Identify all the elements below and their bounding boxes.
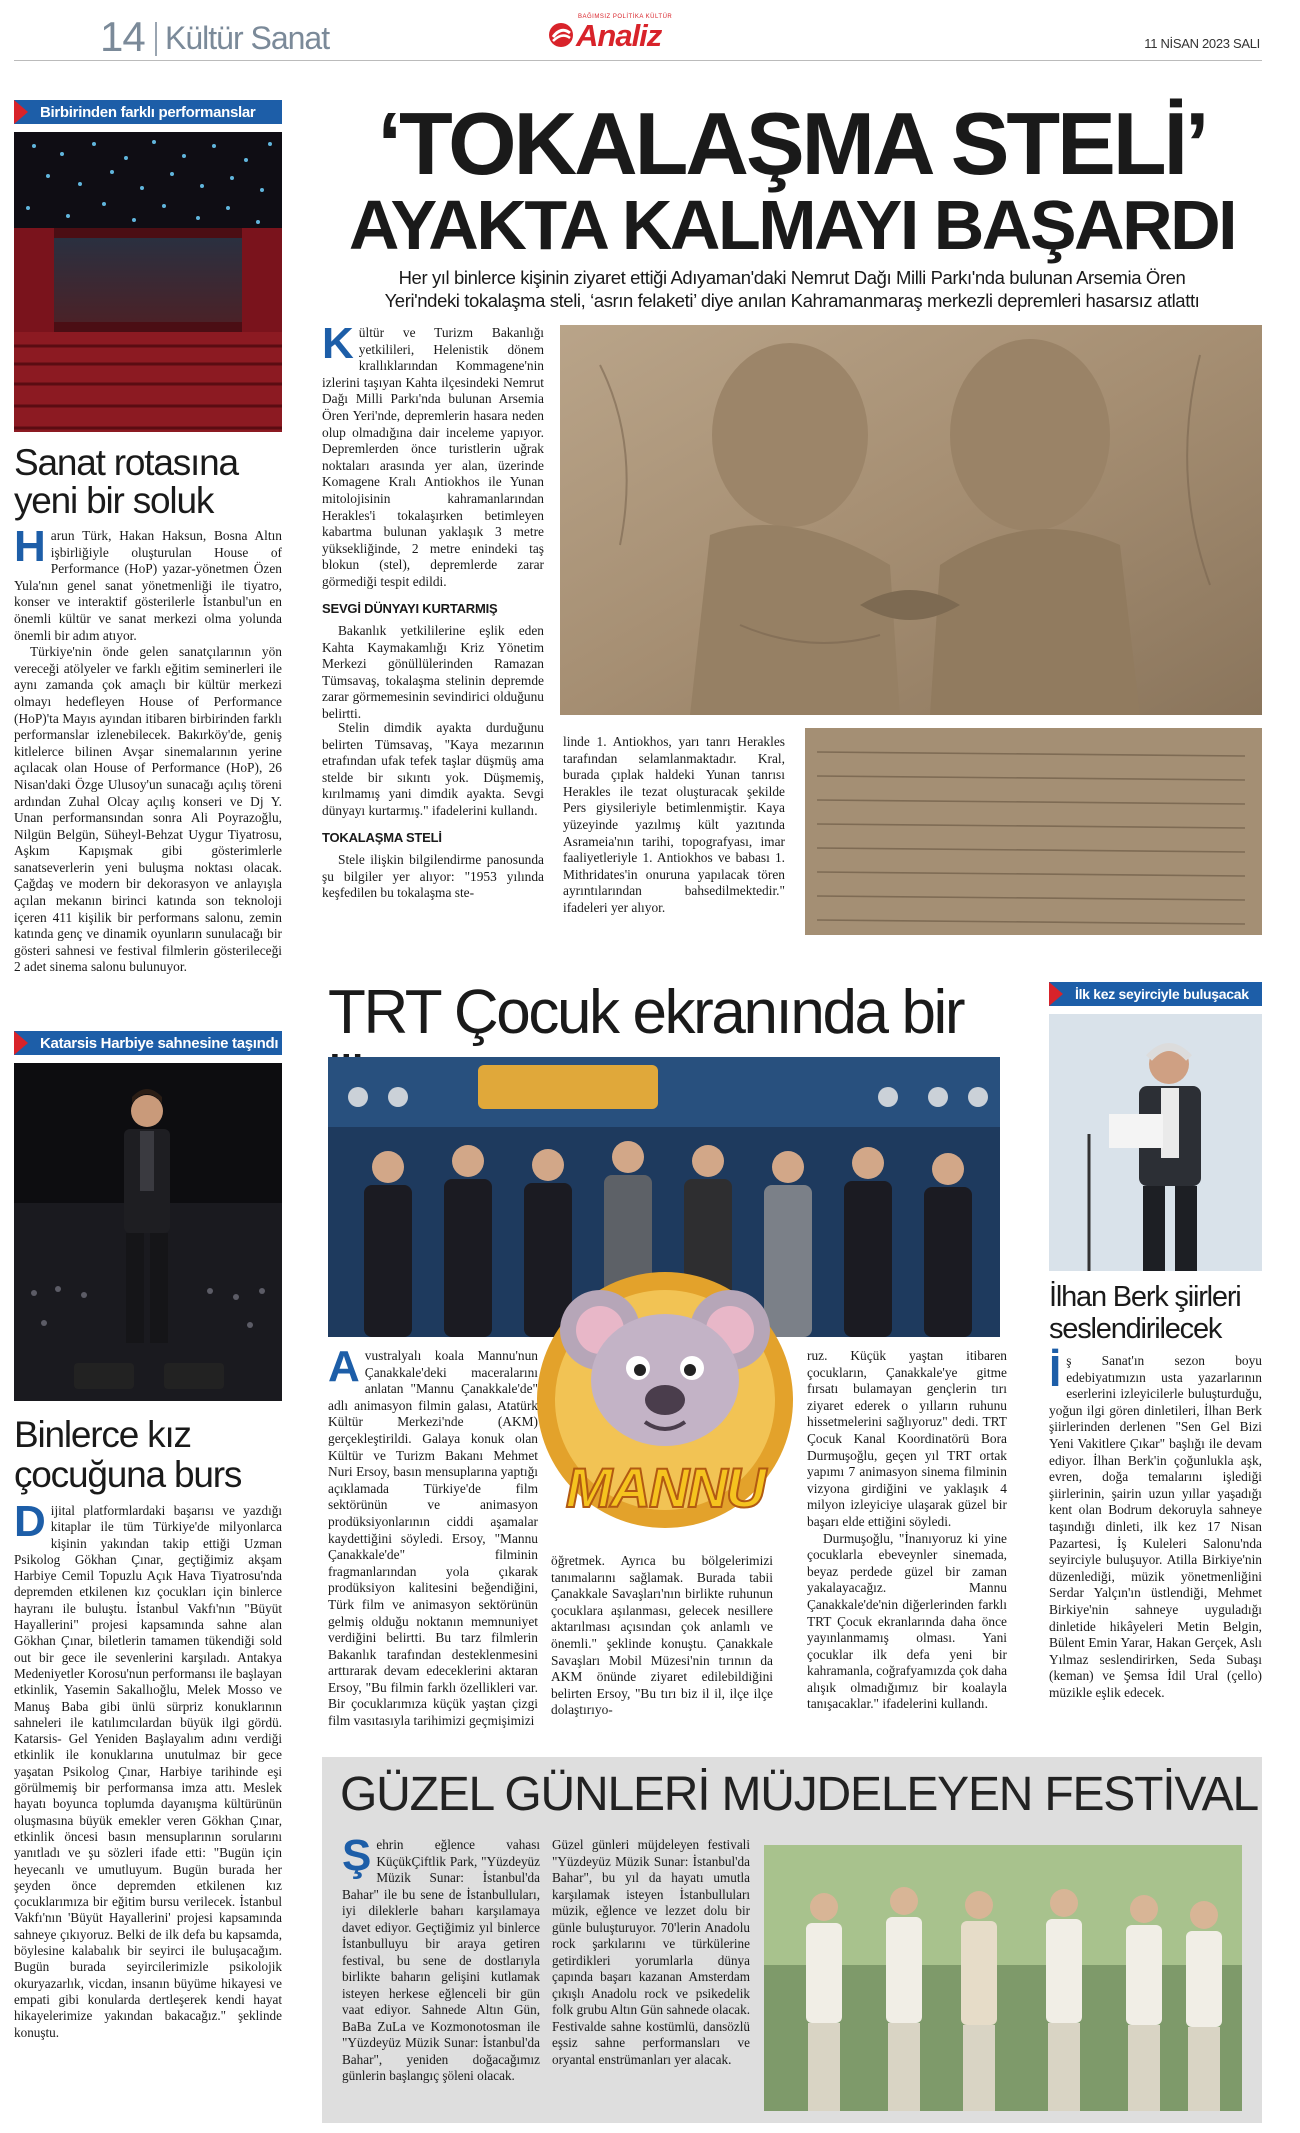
logo-tagline: BAĞIMSIZ POLİTİKA KÜLTÜR <box>578 14 673 20</box>
left-story-top <box>14 100 282 976</box>
ilhan-story <box>1049 982 1262 1701</box>
lead-col-3 <box>563 734 785 917</box>
lead-headline-2: AYAKTA KALMAYI BAŞARDI <box>348 186 1236 264</box>
left-bottom-body <box>14 1497 282 2041</box>
festival-col-2 <box>552 1837 750 2068</box>
band-illustration <box>764 1845 1242 2111</box>
page-header <box>0 0 1300 62</box>
kicker-katarsis <box>14 1031 282 1055</box>
stele-relief-illustration <box>560 325 1262 715</box>
headline-line-1: Sanat rotasına <box>14 442 238 483</box>
paragraph: linde 1. Antiokhos, yarı tanrı Herakles tarafından selamlanmaktadır. Kral, burada çıplak haldeki Yunan tanrısı Herakles ile tezat oluşturacak şekilde Pers giysileriyle betimlenmiştir. Kaya yüzeyinde yazılmış kült yazıtında Asrameia'nın tarihi, topografyası, imar faaliyetleriyle 1. Antiokhos ve babası 1. Mithridates'in onuruna yapılacak tören ayrıntılarından bahsedilmektedir." ifadeleri yer alıyor. <box>563 734 785 915</box>
dropcap: H <box>14 522 46 571</box>
theater-hall-illustration <box>14 132 282 432</box>
paragraph: ş Sanat'ın sezon boyu edebiyatımızın usta yazarlarının eserlerini izleyicilerle buluşturduğu, yoğun ilgi gören dinletileri, İlhan Berk şiirlerinden derlenen "Sen Gel Bizi Yeni Vakitlere Çıkar" başlığı ile devam ediyor. İlhan Berk'in çoğunlukla aşk, evren, doğa temalarını işlediği şiirlerinin, şairin uzun yıllar yaşadığı kent olan Bodrum dekoruyla sahneye taşındığı dinleti, ilk kez 17 Nisan Pazartesi, İş Kuleleri Salonu'nda seyirciyle buluşuyor. Atilla Birkiye'nin düzenlediği, müzik yönetmenliğini Serdar Yalçın'ın üstlendiği, Mehmet Birkiye'nin sahneye uyguladığı dinletide hikâyeleri Metin Belgin, Bülent Emin Yarar, Hakan Gerçek, Aslı Yılmaz seslendirirken, Seda Subaşı (keman) ve Şemsa İdil Ural (çello) müzikle eşlik edecek. <box>1049 1353 1262 1700</box>
paragraph: ruz. Küçük yaştan itibaren çocukların, Çanakkale'ye gitme fırsatı bulamayan gençlerin tırı ziyaret ederek o yılların ruhunu hissetmelerini sağlıyoruz" dedi. TRT Çocuk Kanal Koordinatörü Bora Durmuşoğlu, geçen yıl TRT ortak yapımı 7 animasyon sinema filminin vizyona girdiğini ve yaklaşık 4 milyon izleyiciye ulaşarak güzel bir başarı elde ettiğini söyledi. <box>807 1348 1007 1529</box>
band-members-photo <box>764 1845 1242 2111</box>
lead-headline-1: ‘TOKALAŞMA STELİ’ <box>377 94 1207 193</box>
lead-deck <box>322 266 1262 312</box>
kicker-text: Katarsis Harbiye sahnesine taşındı <box>40 1034 279 1052</box>
header-divider-left <box>155 22 157 56</box>
dropcap: İ <box>1049 1347 1062 1396</box>
kicker-performances <box>14 100 282 124</box>
kicker-text: İlk kez seyirciyle buluşacak <box>1075 986 1249 1002</box>
paragraph: Türkiye'nin önde gelen sanatçılarının yön vereceği atölyeler ve farklı eğitim seminerleri ile aynı zamanda çok amaçlı bir kültür merkezi olmayı hedefleyen House of Performance (HoP)'ta Mayıs ayından itibaren birbirinden farklı performanslar izlenebilecek. Bakırköy'de, geniş kitlelerce bilinen Avşar sinemalarının yerine açılacak olan House of Performance (HoP), 26 Nisan'daki Özge Ulusoy'un sunacağı açılış töreni ardından Zuhal Olcay açılış konseri ve Dj Y. Unan performansından sonra Ali Poyrazoğlu, Nilgün Belgün, Süheyl-Behzat Uygur Tiyatrosu, Aşkım Kapışmak gibi gösterimlerle sanatseverlerin yeni buluşma noktası olacak. Çağdaş ve modern bir dekorasyon ve anlayışla açılan mekanın birinci katında son teknoloji içeren 411 kişilik bir performans salonu, zemin katında genç ve dinamik oyunların sunulacağı bir gösteri sahnesi ve festival filmlerin gösterileceği 2 adet sinema salonu bulunuyor. <box>14 644 282 975</box>
headline-line-2: çocuğuna burs <box>14 1454 242 1495</box>
paragraph: Güzel günleri müjdeleyen festivali "Yüzdeyüz Müzik Sunar: İstanbul'da Bahar", bu yıl da hayatı umutla karşılamak isteyen İstanbulluları müzik, eğlence ve lezzet dolu bir günle buluşturuyor. 70'lerin Anadolu rock şarkılarını ve türkülerine getirdikleri yorumlarla dünya çapında başarı kazanan Amsterdam çıkışlı Anadolu rock ve psikedelik folk grubu Altın Gün sahnede olacak. Festivalde sahne kostümlü, dansözlü eşsiz sahne performansları ve oryantal enstrümanları yer alacak. <box>552 1837 750 2067</box>
mannu-title: MANNU <box>565 1456 765 1519</box>
dropcap: A <box>328 1342 360 1391</box>
poet-reading-photo <box>1049 1014 1262 1271</box>
left-bottom-headline <box>14 1415 282 1495</box>
trt-col-1 <box>328 1342 538 1730</box>
paragraph: ijital platformlardaki başarısı ve yazdığı kitaplar ile tüm Türkiye'de milyonlarca kişinin yakından takip ettiği Uzman Psikolog Gökhan Çınar, geçtiğimiz akşam Harbiye Cemil Topuzlu Açık Hava Tiyatrosu'nda depremden etkilenen kız çocukları için binlerce hayranı ile buluştu. İstanbul Vakfı'nın "Büyüt Hayallerini" projesi kapsamında sahne alan Gökhan Çınar, biletlerin tamamen tükendiği sold out bir gece ile sevenlerini karşıladı. Antakya Medeniyetler Korosu'nun performansı ile başlayan etkinlik, Yasemin Sakallıoğlu, Melek Mosso ve Manuş Baba gibi ünlü sürpriz konuklarının sahneleri ile katılımcılardan büyük ilgi gördü. Katarsis- Gel Yeniden Başlayalım adını verdiği etkinlik ile konuklarına unutulmaz bir gece yaşatan Psikolog Çınar, Harbiye tarihinde eşi görülmemiş bir performansa imza attı. Meslek hayatı boyunca toplumda dayanışma kültürünün oluşmasına büyük emekler veren Gökhan Çınar, etkinlik öncesi basın mensuplarının sorularını yanıtladı ve şu sözleri ifade etti: "Bugün için heyecanlı ve umutluyum. Bugün burada her şeyden önce depremden etkilenen kız çocuklarımıza bir eğitim bursu verilecek. İstanbul Vakfı'nın 'Büyüt Hayallerini' projesi kapsamında sahneye çıkıyoruz. Belki de ilk defa bu kapsamda, böylesine kalabalık bir seyirci ile buluşacağım. Bugün burada seyircilerimizle psikolojik okuryazarlık, vicdan, insanın büyüme hikayesi ve empati gibi konularda dertleşerek kendi hayat hikayelerimize yakından bakacağız." şeklinde konuştu. <box>14 1503 282 2040</box>
paragraph: Stelin dimdik ayakta durduğunu belirten Tümsavaş, "Kaya mezarının etrafından ufak tefek taşlar düşmüş ama stelde bir sıkıntı yok. Düşmemiş, kırılmamış yani dimdik ayakta. Sevgi dünyayı kurtarmış." ifadelerini kullandı. <box>322 720 544 818</box>
lead-col-2 <box>322 720 544 902</box>
trt-col-3 <box>807 1348 1007 1713</box>
subhead-tokalasma: TOKALAŞMA STELİ <box>322 829 442 845</box>
headline-line-2: seslendirilecek <box>1049 1313 1222 1345</box>
section-title: Kültür Sanat <box>165 20 330 56</box>
trt-headline: TRT Çocuk ekranında bir <box>328 978 964 1047</box>
performer-illustration <box>14 1063 282 1401</box>
headline-line-2: yeni bir soluk <box>14 480 214 521</box>
festival-headline: GÜZEL GÜNLERİ MÜJDELEYEN FESTİVAL <box>340 1768 1258 1821</box>
left-story-bottom <box>14 1031 282 2041</box>
lead-story <box>322 94 1262 312</box>
ilhan-body <box>1049 1347 1262 1701</box>
festival-box <box>322 1757 1262 2123</box>
headline-line-1: İlhan Berk şiirleri <box>1049 1281 1241 1313</box>
mannu-koala-cartoon <box>520 1250 810 1535</box>
performer-on-stage-photo <box>14 1063 282 1401</box>
deck-line-1: Her yıl binlerce kişinin ziyaret ettiği Adıyaman'daki Nemrut Dağı Milli Parkı'nda bulunan Arsemia Ören <box>398 267 1186 288</box>
inscription-photo <box>805 728 1262 935</box>
kicker-text: Birbirinden farklı performanslar <box>40 103 256 121</box>
left-top-headline <box>14 444 282 520</box>
theater-hall-photo <box>14 132 282 432</box>
page-number: 14 <box>100 13 145 60</box>
paragraph: öğretmek. Ayrıca bu bölgelerimizi tanımalarını sağlamak. Burada tabii Çanakkale Savaşları'nın birlikte ruhunun çocuklara aşılanması, gelecek nesillere aktarılması açısından çok anlamlı ve önemli." şeklinde konuştu. Çanakkale Savaşları Mobil Müzesi'nin tırının da AKM önünde ziyaret edilebildiğini belirten Ersoy, "Bu tırı biz il il, ilçe ilçe dolaştırıyo- <box>551 1553 773 1718</box>
deck-line-2: Yeri'ndeki tokalaşma steli, ‘asrın felaketi’ diye anılan Kahramanmaraş merkezli depremleri hasarsız atlattı <box>384 290 1200 311</box>
stele-relief-photo <box>560 325 1262 715</box>
headline-line-1: Binlerce kız <box>14 1414 191 1455</box>
dropcap: Ş <box>342 1831 372 1880</box>
lead-col-1 <box>322 319 544 723</box>
issue-date: 11 NİSAN 2023 SALI <box>1144 36 1260 51</box>
logo-swirl-icon <box>548 22 574 48</box>
inscription-illustration <box>805 728 1262 935</box>
poet-illustration <box>1049 1014 1262 1271</box>
kicker-ilk-kez <box>1049 982 1262 1006</box>
festival-col-1 <box>342 1831 540 2085</box>
paragraph: vustralyalı koala Mannu'nun Çanakkale'deki maceralarını anlatan "Mannu Çanakkale'de" adlı animasyon filmin galası, Atatürk Kültür Merkezi'nde (AKM) gerçekleştirildi. Galaya konuk olan Kültür ve Turizm Bakanı Mehmet Nuri Ersoy, basın mensuplarına yaptığı açıklamada Türkiye'de film sektörünün ve animasyon prodüksiyonlarının ciddi aşamalar kaydettiğini söyledi. Ersoy, "Mannu Çanakkale'de" filminin fragmanlarından yola çıkarak prodüksiyon kalitesini beğendiğini, Türk film ve animasyon sektörünün gelmiş olduğu noktanın memnuniyet verdiğini belirtti. Bu tarz filmlerin Bakanlık tarafından desteklenmesini arttırarak devam edeceklerini aktaran Ersoy, "Bu filmin farklı özellikleri var. Bir çocuklarımıza küçük yaştan çizgi film vasıtasıyla tarihimizi geçmişimizi <box>328 1348 538 1729</box>
paragraph: Durmuşoğlu, "İnanıyoruz ki yine çocuklarla ebeveynler sinemada, beyaz perdede güzel bir zaman yakalayacağız. Mannu Çanakkale'de'nin diğerlerinden farklı TRT Çocuk ekranlarında daha önce yayınlanmamış olması. Yani çocuklar ilk defa yeni bir kahramanla, coğrafyamızda çok daha alışık olmadığımız bir koalayla tanışacaklar." ifadelerini kullandı. <box>807 1530 1008 1712</box>
paragraph: Stele ilişkin bilgilendirme panosunda şu bilgiler yer alıyor: "1953 yılında keşfedilen bu tokalaşma ste- <box>322 852 544 901</box>
paragraph: arun Türk, Hakan Haksun, Bosna Altın işbirliğiyle oluşturulan House of Performance (HoP) yazar-yönetmen Özen Yula'nın genel sanat yönetmenliği ile tiyatro, konser ve interaktif gösterilerle İstanbul'un en önemli kültür ve sanat merkezi olma yolunda önemli bir adım atıyor. <box>14 528 282 643</box>
paragraph: Bakanlık yetkililerine eşlik eden Kahta Kaymakamlığı Kriz Yönetim Merkezi gönüllülerinden Ramazan Tümsavaş, tokalaşma stelinin depremde zarar görmemesinin sevindirici olduğunu belirtti. <box>322 623 544 722</box>
paragraph: ehrin eğlence vahası KüçükÇiftlik Park, "Yüzdeyüz Müzik Sunar: İstanbul'da Bahar" ile bu sene de İstanbulluları, iyi dileklerle baharı karşılamaya davet ediyor. Geçtiğimiz yıl binlerce İstanbulluyu bir araya getiren festival, bu sene de dostlarıyla birlikte baharın gelişini kutlamak isteyen herkese eğlenceli bir gün vaat ediyor. Sahnede Altın Gün, BaBa ZuLa ve Kozmonotosman ile "Yüzdeyüz Müzik Sunar: İstanbul'da Bahar", yeniden doğacağımız günlerin başlangıç şöleni olacak. <box>342 1837 540 2083</box>
paragraph: ültür ve Turizm Bakanlığı yetkilileri, Helenistik dönem krallıklarından Kommagene'nin izlerini taşıyan Kahta ilçesindeki Nemrut Dağı Milli Parkı'nda bulunan Arsemia Ören Yeri'nde, depremlerin hasara neden olup olmadığına dair inceleme yapıyor. Depremlerden önce turistlerin uğrak noktaları arasında yer alan, üzerinde Komagene Kralı Antiokhos ile Yunan mitolojisinin kahramanlarından Herakles'i tokalaşırken betimleyen kabartma bulunan yaklaşık 3 metre yüksekliğinde, 2 metre enindeki taş blokun (stel), depremlerde zarar görmediği tespit edildi. <box>322 325 544 589</box>
header-rule <box>14 60 1262 61</box>
ilhan-headline <box>1049 1281 1262 1345</box>
dropcap: K <box>322 319 354 368</box>
trt-col-2 <box>551 1553 773 1719</box>
subhead-sevgi: SEVGİ DÜNYAYI KURTARMIŞ <box>322 600 498 616</box>
left-top-body <box>14 522 282 976</box>
logo-wordmark: Analiz <box>576 18 662 53</box>
analiz-logo <box>548 14 728 54</box>
dropcap: D <box>14 1497 46 1546</box>
